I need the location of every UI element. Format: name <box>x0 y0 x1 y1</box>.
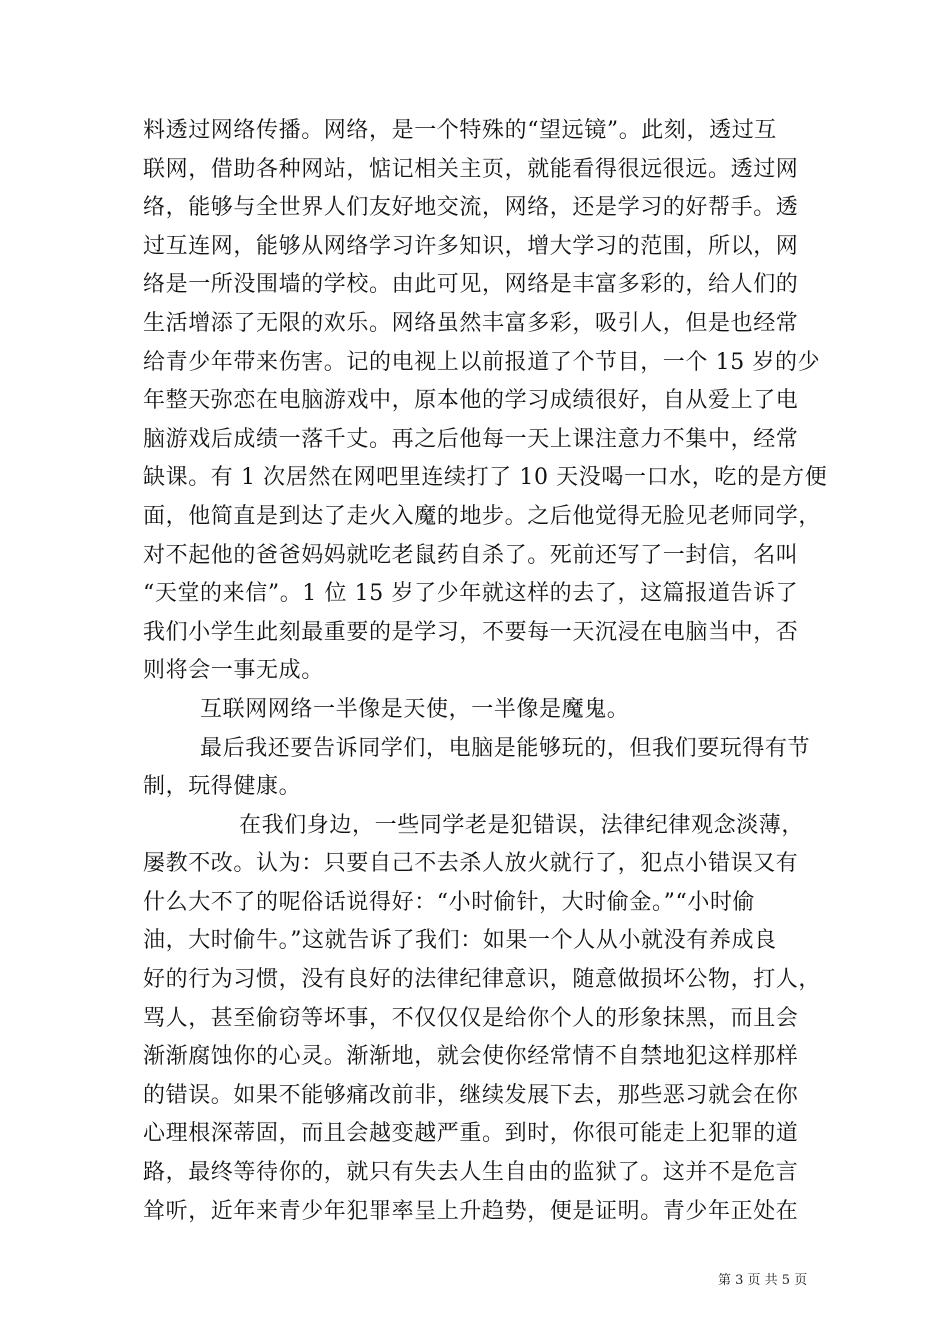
text-line: 络，能够与全世界人们友好地交流，网络，还是学习的好帮手。透 <box>143 195 799 221</box>
text-line: “天堂的来信”。1 位 15 岁了少年就这样的去了，这篇报道告诉了 <box>143 581 799 607</box>
text-line: 心理根深蒂固，而且会越变越严重。到时，你很可能走上犯罪的道 <box>143 1121 799 1147</box>
text-line: 缺课。有 1 次居然在网吧里连续打了 10 天没喝一口水，吃的是方便 <box>143 465 828 491</box>
page-number-footer: 第 3 页 共 5 页 <box>718 1273 808 1288</box>
text-line: 联网，借助各种网站，惦记相关主页，就能看得很远很远。透过网 <box>143 156 799 182</box>
text-line: 给青少年带来伤害。记的电视上以前报道了个节目，一个 15 岁的少 <box>143 349 821 375</box>
paragraph-line: 在我们身边，一些同学老是犯错误，法律纪律观念淡薄， <box>239 812 805 838</box>
text-line: 骂人，甚至偷窃等坏事，不仅仅仅是给你个人的形象抹黑，而且会 <box>143 1005 799 1031</box>
text-line: 的错误。如果不能够痛改前非，继续发展下去，那些恶习就会在你 <box>143 1082 799 1108</box>
text-line: 路，最终等待你的，就只有失去人生自由的监狱了。这并不是危言 <box>143 1160 799 1186</box>
paragraph-line: 互联网网络一半像是天使，一半像是魔鬼。 <box>200 696 630 722</box>
text-line: 料透过网络传播。网络，是一个特殊的“望远镜”。此刻，透过互 <box>143 118 777 143</box>
text-line: 渐渐腐蚀你的心灵。渐渐地，就会使你经常情不自禁地犯这样那样 <box>143 1044 799 1070</box>
text-line: 什么大不了的呢俗话说得好：“小时偷针，大时偷金。”“小时偷 <box>143 889 756 915</box>
text-line: 制，玩得健康。 <box>143 774 302 800</box>
text-line: 屡教不改。认为：只要自己不去杀人放火就行了，犯点小错误又有 <box>143 851 799 877</box>
text-line: 过互连网，能够从网络学习许多知识，增大学习的范围，所以，网 <box>143 233 799 259</box>
text-line: 油，大时偷牛。”这就告诉了我们：如果一个人从小就没有养成良 <box>143 928 777 954</box>
text-line: 生活增添了无限的欢乐。网络虽然丰富多彩，吸引人，但是也经常 <box>143 310 799 336</box>
text-line: 则将会一事无成。 <box>143 658 324 684</box>
text-line: 对不起他的爸爸妈妈就吃老鼠药自杀了。死前还写了一封信，名叫 <box>143 542 799 568</box>
document-body <box>143 112 828 1231</box>
text-line: 面，他简直是到达了走火入魔的地步。之后他觉得无脸见老师同学， <box>143 503 822 529</box>
text-line: 好的行为习惯，没有良好的法律纪律意识，随意做损坏公物，打人， <box>143 967 822 993</box>
paragraph-line: 最后我还要告诉同学们，电脑是能够玩的，但我们要玩得有节 <box>200 735 811 761</box>
text-line: 络是一所没围墙的学校。由此可见，网络是丰富多彩的，给人们的 <box>143 272 799 298</box>
text-line: 耸听，近年来青少年犯罪率呈上升趋势，便是证明。青少年正处在 <box>143 1198 799 1224</box>
text-line: 年整天弥恋在电脑游戏中，原本他的学习成绩很好，自从爱上了电 <box>143 388 799 414</box>
text-line: 脑游戏后成绩一落千丈。再之后他每一天上课注意力不集中，经常 <box>143 426 799 452</box>
text-line: 我们小学生此刻最重要的是学习，不要每一天沉浸在电脑当中，否 <box>143 619 799 645</box>
